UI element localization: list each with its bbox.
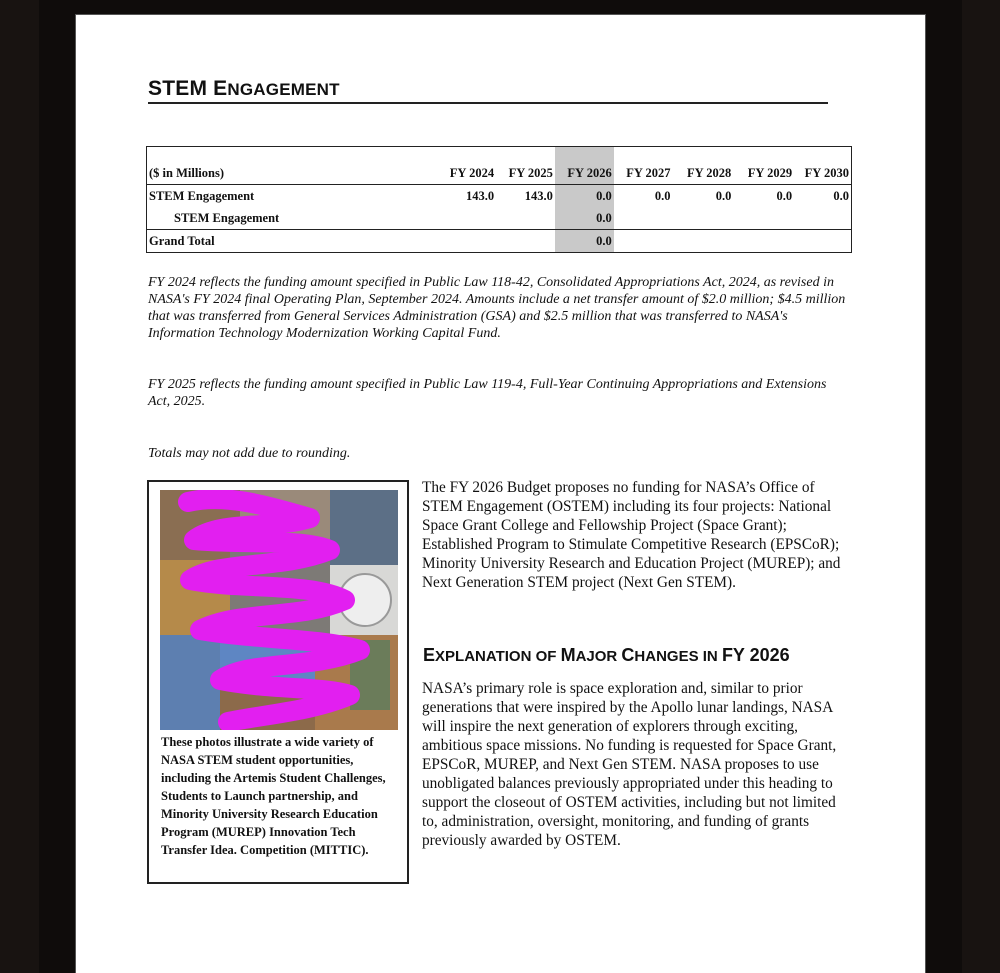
row-label: STEM Engagement: [149, 188, 255, 203]
intro-paragraph: The FY 2026 Budget proposes no funding for NASA’s Office of STEM Engagement (OSTEM) including its four projects: National Space Grant College and Fellowship Project (Space Grant); Established Program to Stimulate Competitive Research (EPSCoR); Minority University Research and Education Project (MUREP); and Next Generation STEM project (Next Gen STEM).: [422, 479, 841, 591]
page-title: STEM ENGAGEMENT: [148, 77, 828, 104]
note-fy2025: FY 2025 reflects the funding amount specified in Public Law 119-4, Full-Year Continuing Appropriations and Extensions Act, 2025.: [148, 377, 827, 409]
cell-value: 0.0: [654, 188, 671, 203]
cell-value: [614, 207, 673, 230]
document-page: [75, 14, 926, 973]
cell-value: 143.0: [524, 188, 553, 203]
cell-value: [442, 230, 496, 253]
cell-value: [496, 230, 555, 253]
unit-label: ($ in Millions): [147, 147, 443, 185]
explanation-paragraph: NASA’s primary role is space exploration and, similar to prior generations that were inspired by the Apollo lunar landings, NASA will inspire the next generation of explorers through exciting, ambitious space missions. No funding is requested for Space Grant, EPSCoR, MUREP, and Next Gen STEM. NASA proposes to use unobligated balances previously appropriated under this heading to support the closeout of OSTEM activities, including but not limited to, administration, oversight, monitoring, and funding of grants previously awarded by OSTEM.: [422, 680, 837, 849]
cell-value: 143.0: [465, 188, 495, 203]
table-header-row: [147, 147, 852, 185]
cell-value: [673, 230, 734, 253]
cell-value: [733, 230, 794, 253]
note-fy2024: FY 2024 reflects the funding amount specified in Public Law 118-42, Consolidated Appropriations Act, 2024, as revised in NASA's FY 2024 final Operating Plan, September 2024. Amounts include a net transfer amount of $2.0 million; $4.5 million that was transferred from General Services Administration (GSA) and $2.5 million that was transferred to NASA's Information Technology Modernization Working Capital Fund.: [148, 275, 846, 341]
cell-value: [496, 207, 555, 230]
year-header: FY 2028: [673, 147, 734, 185]
cell-value: 0.0: [555, 207, 614, 230]
cell-value: 0.0: [776, 188, 793, 203]
collage-image: [160, 490, 398, 730]
row-label: STEM Engagement: [147, 207, 443, 230]
cell-value: 0.0: [555, 230, 614, 253]
year-header: FY 2029: [733, 147, 794, 185]
note-rounding: Totals may not add due to rounding.: [148, 446, 351, 461]
cell-value: [794, 207, 851, 230]
year-header: FY 2024: [442, 147, 496, 185]
cell-value: [614, 230, 673, 253]
cell-value: [794, 230, 851, 253]
cell-value: 0.0: [555, 185, 614, 208]
right-dark-border: [962, 0, 1000, 973]
cell-value: 0.0: [833, 188, 849, 203]
row-label: Grand Total: [149, 233, 215, 248]
cell-value: [733, 207, 794, 230]
section-heading: EXPLANATION OF MAJOR CHANGES IN FY 2026: [423, 645, 790, 665]
table-row: [147, 207, 852, 230]
year-header: FY 2026: [555, 147, 614, 185]
cell-value: [673, 207, 734, 230]
photo-collage: [160, 490, 398, 730]
budget-table: [146, 146, 852, 253]
cell-value: [442, 207, 496, 230]
cell-value: 0.0: [715, 188, 732, 203]
left-dark-border: [0, 0, 39, 973]
year-header: FY 2027: [614, 147, 673, 185]
year-header: FY 2025: [496, 147, 555, 185]
photo-caption: These photos illustrate a wide variety of NASA STEM student opportunities, including the Artemis Student Challenges, Students to Launch partnership, and Minority University Research Education Program (MUREP) Innovation Tech Transfer Idea. Competition (MITTIC).: [161, 735, 386, 857]
photo-figure: [147, 480, 409, 884]
year-header: FY 2030: [794, 147, 851, 185]
table-row: [147, 185, 852, 208]
table-row-grand-total: [147, 230, 852, 253]
